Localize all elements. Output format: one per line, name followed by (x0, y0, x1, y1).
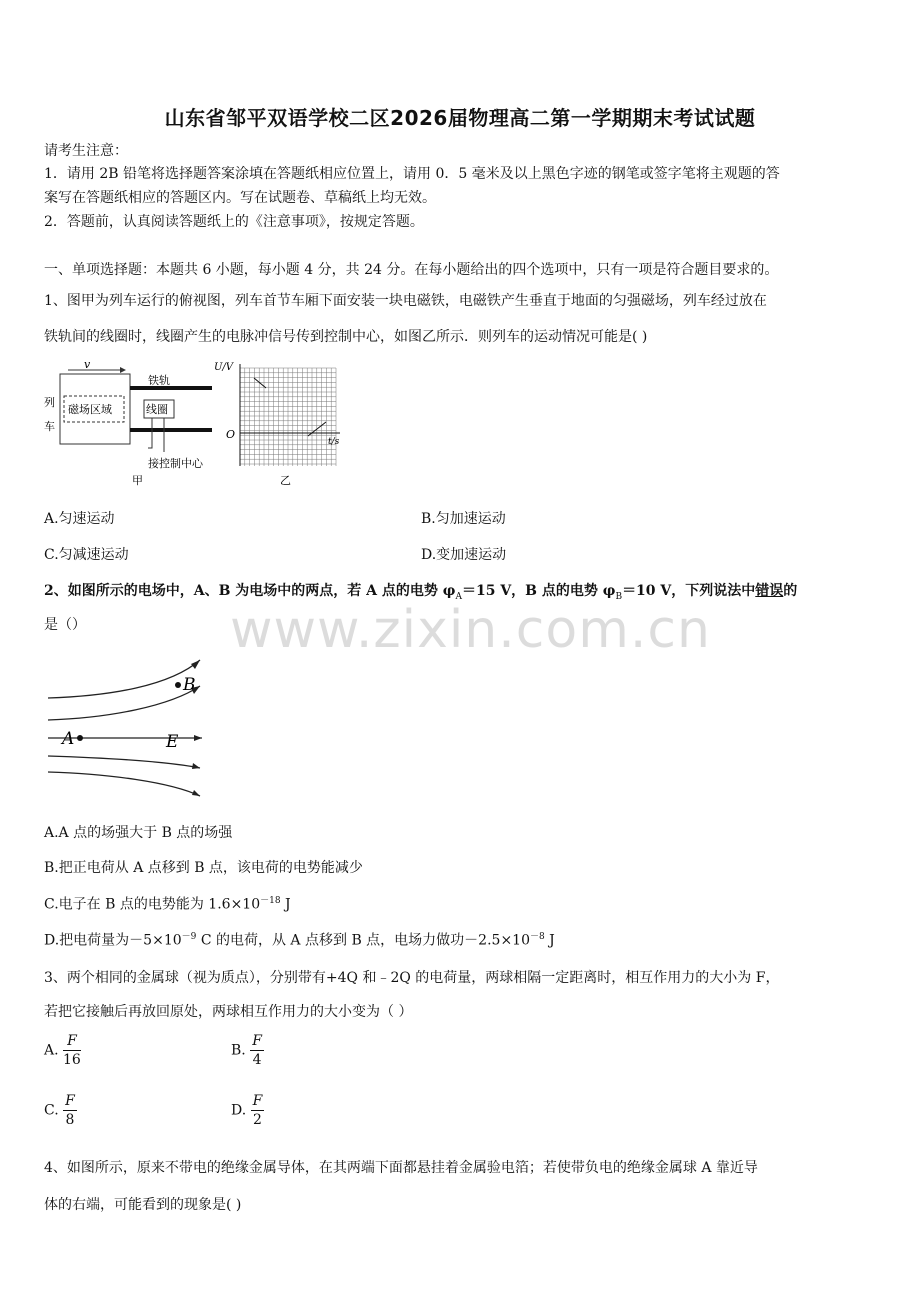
field-line-4 (48, 756, 200, 768)
fraction-a: $\frac{F}{16}$ (63, 1033, 81, 1068)
fraction-c: $\frac{F}{8}$ (65, 1093, 75, 1128)
page-title: 山东省邹平双语学校二区2026届物理高二第一学期期末考试试题 (164, 106, 756, 130)
q1-option-a[interactable]: A.匀速运动 (44, 511, 115, 527)
field-line-1 (48, 660, 200, 698)
notice-item-1-line-2: 案写在答题纸相应的答题区内。写在试题卷、草稿纸上均无效。 (44, 190, 436, 206)
notice-heading: 请考生注意： (44, 143, 128, 159)
q3-option-d[interactable]: D. $\frac{F}{2}$ (231, 1093, 263, 1128)
figure-a-caption: 甲 (132, 474, 143, 487)
figure-b-caption: 乙 (280, 474, 291, 487)
graph-origin-label: O (226, 428, 236, 441)
fraction-d: $\frac{F}{2}$ (252, 1093, 263, 1128)
notice-item-1-line-1: 1．请用 2B 铅笔将选择题答案涂填在答题纸相应位置上，请用 0．5 毫米及以上黑色字迹的钢笔或签字笔将主观题的答 (44, 166, 780, 182)
q1-option-c[interactable]: C.匀减速运动 (44, 547, 129, 563)
field-line-5 (48, 772, 200, 796)
coil-label: 线圈 (146, 403, 168, 416)
train-label-1: 列 (44, 396, 55, 409)
point-a (77, 735, 83, 741)
q2-option-b[interactable]: B.把正电荷从 A 点移到 B 点，该电荷的电势能减少 (44, 860, 363, 876)
q1-stem-line-2: 铁轨间的线圈时，线圈产生的电脉冲信号传到控制中心，如图乙所示．则列车的运动情况可能是( ) (44, 329, 648, 345)
q2-option-a[interactable]: A.A 点的场强大于 B 点的场强 (44, 825, 233, 841)
control-center-label: 接控制中心 (148, 457, 203, 470)
q1-option-b[interactable]: B.匀加速运动 (421, 511, 506, 527)
graph-y-label: U/V (214, 362, 234, 373)
q3-stem-line-1: 3、两个相同的金属球（视为质点），分别带有+4Q 和﹣2Q 的电荷量，两球相隔一定距离时，相互作用力的大小为 F， (44, 970, 780, 986)
q1-stem-line-1: 1、图甲为列车运行的俯视图，列车首节车厢下面安装一块电磁铁，电磁铁产生垂直于地面的匀强磁场，列车经过放在 (44, 293, 767, 309)
q3-option-c[interactable]: C. $\frac{F}{8}$ (44, 1093, 75, 1128)
q3-option-b[interactable]: B. $\frac{F}{4}$ (231, 1033, 262, 1068)
point-b-label: B (183, 675, 196, 695)
point-b (175, 682, 181, 688)
q2-option-d[interactable]: D.把电荷量为$-5\times 10^{-9}$ C 的电荷，从 A 点移到 B 点，电场力做功$-2.5\times 10^{-8}$ J (44, 932, 555, 949)
q1-option-d[interactable]: D.变加速运动 (421, 547, 507, 563)
q2-option-c[interactable]: C.电子在 B 点的电势能为 $1.6\times 10^{-18}$ J (44, 896, 291, 913)
section-heading: 一、单项选择题：本题共 6 小题，每小题 4 分，共 24 分。在每小题给出的四个选项中，只有一项是符合题目要求的。 (44, 262, 779, 278)
q4-stem-line-2: 体的右端，可能看到的现象是( ) (44, 1197, 242, 1213)
fraction-b: $\frac{F}{4}$ (252, 1033, 262, 1068)
rail-label: 铁轨 (148, 374, 170, 387)
q2-field-figure (40, 650, 220, 800)
watermark: www.zixin.com.cn (230, 600, 711, 660)
q2-stem-line-1: 2、如图所示的电场中，A、B 为电场中的两点，若 A 点的电势 $\varphi_A=15$ V，B 点的电势 $\varphi_B=10$ V，下列说法中错误的 (44, 583, 798, 602)
q2-stem-line-2: 是（） (44, 617, 86, 633)
q4-stem-line-1: 4、如图所示，原来不带电的绝缘金属导体，在其两端下面都悬挂着金属验电箔；若使带负电的绝缘金属球 A 靠近导 (44, 1160, 758, 1176)
graph-x-label: t/s (328, 437, 340, 447)
q3-stem-line-2: 若把它接触后再放回原处，两球相互作用力的大小变为（ ） (44, 1004, 413, 1020)
notice-item-2: 2．答题前，认真阅读答题纸上的《注意事项》，按规定答题。 (44, 214, 424, 230)
q1-figure-voltage-graph (210, 356, 360, 490)
q3-option-a[interactable]: A. $\frac{F}{16}$ (44, 1033, 81, 1068)
field-e-label: E (166, 732, 179, 752)
velocity-label: v (84, 358, 91, 371)
field-label: 磁场区域 (68, 403, 112, 416)
q1-figure-train (40, 356, 220, 490)
underlined-word: 错误 (755, 583, 784, 599)
point-a-label: A (62, 729, 75, 749)
train-label-2: 车 (44, 420, 55, 433)
